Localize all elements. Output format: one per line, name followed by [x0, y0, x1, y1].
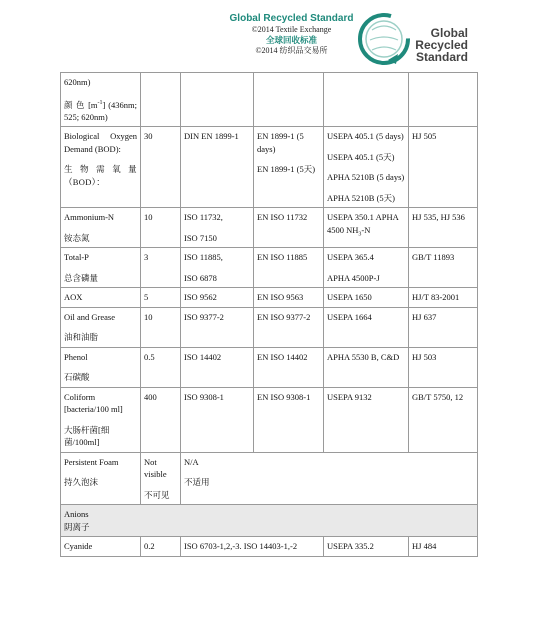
- section-header-row: Anions 阴离子: [61, 505, 478, 537]
- table-row: 620nm) 颜 色 $[m^{-1}]$ (436nm; 525; 620nm): [61, 73, 478, 127]
- table-row: Ammonium-N 铵态氮 10 ISO 11732, ISO 7150 EN ISO 11732 USEPA 350.1 APHA 4500 $NH_3-N$ HJ 535, HJ 536: [61, 208, 478, 248]
- header-copyright-en: ©2014 Textile Exchange: [251, 24, 332, 34]
- table-row: AOX 5 ISO 9562 EN ISO 9563 USEPA 1650 HJ/T 83-2001: [61, 288, 478, 308]
- table-row: Cyanide 0.2 ISO 6703-1,2,-3. ISO 14403-1,-2 USEPA 335.2 HJ 484: [61, 537, 478, 557]
- table-row: Phenol 石碳酸 0.5 ISO 14402 EN ISO 14402 APHA 5530 B, C&D HJ 503: [61, 347, 478, 387]
- header-title-cn: 全球回收标准: [265, 35, 317, 45]
- table-row: Total-P 总含磷量 3 ISO 11885, ISO 6878 EN ISO 11885 USEPA 365.4 APHA 4500P-J GB/T 11893: [61, 248, 478, 288]
- table-row: Persistent Foam 持久泡沫 Not visible 不可见 N/A 不适用: [61, 452, 478, 505]
- document-header: [225, 14, 358, 56]
- table-row: Coliform [bacteria/100 ml] 大肠杆菌[细菌/100ml] 400 ISO 9308-1 EN ISO 9308-1 USEPA 9132 GB/T 5750, 12: [61, 387, 478, 452]
- header-copyright-cn: ©2014 纺织品交易所: [255, 45, 328, 55]
- wastewater-parameters-table: [60, 72, 478, 557]
- table-row: Biological Oxygen Demand (BOD): 生物需氧量（BOD）： 30 DIN EN 1899-1 EN 1899-1 (5 days) EN 1899-1 (5天) USEPA 405.1 (5 days) USEPA 405.1 (5天) APHA 5210B (5 days) APHA 5210B (5天) HJ 505: [61, 127, 478, 208]
- logo-wordmark: Global Recycled Standard: [415, 26, 468, 64]
- table-row: Oil and Grease 油和油脂 10 ISO 9377-2 EN ISO 9377-2 USEPA 1664 HJ 637: [61, 307, 478, 347]
- header-title: Global Recycled Standard: [229, 13, 354, 24]
